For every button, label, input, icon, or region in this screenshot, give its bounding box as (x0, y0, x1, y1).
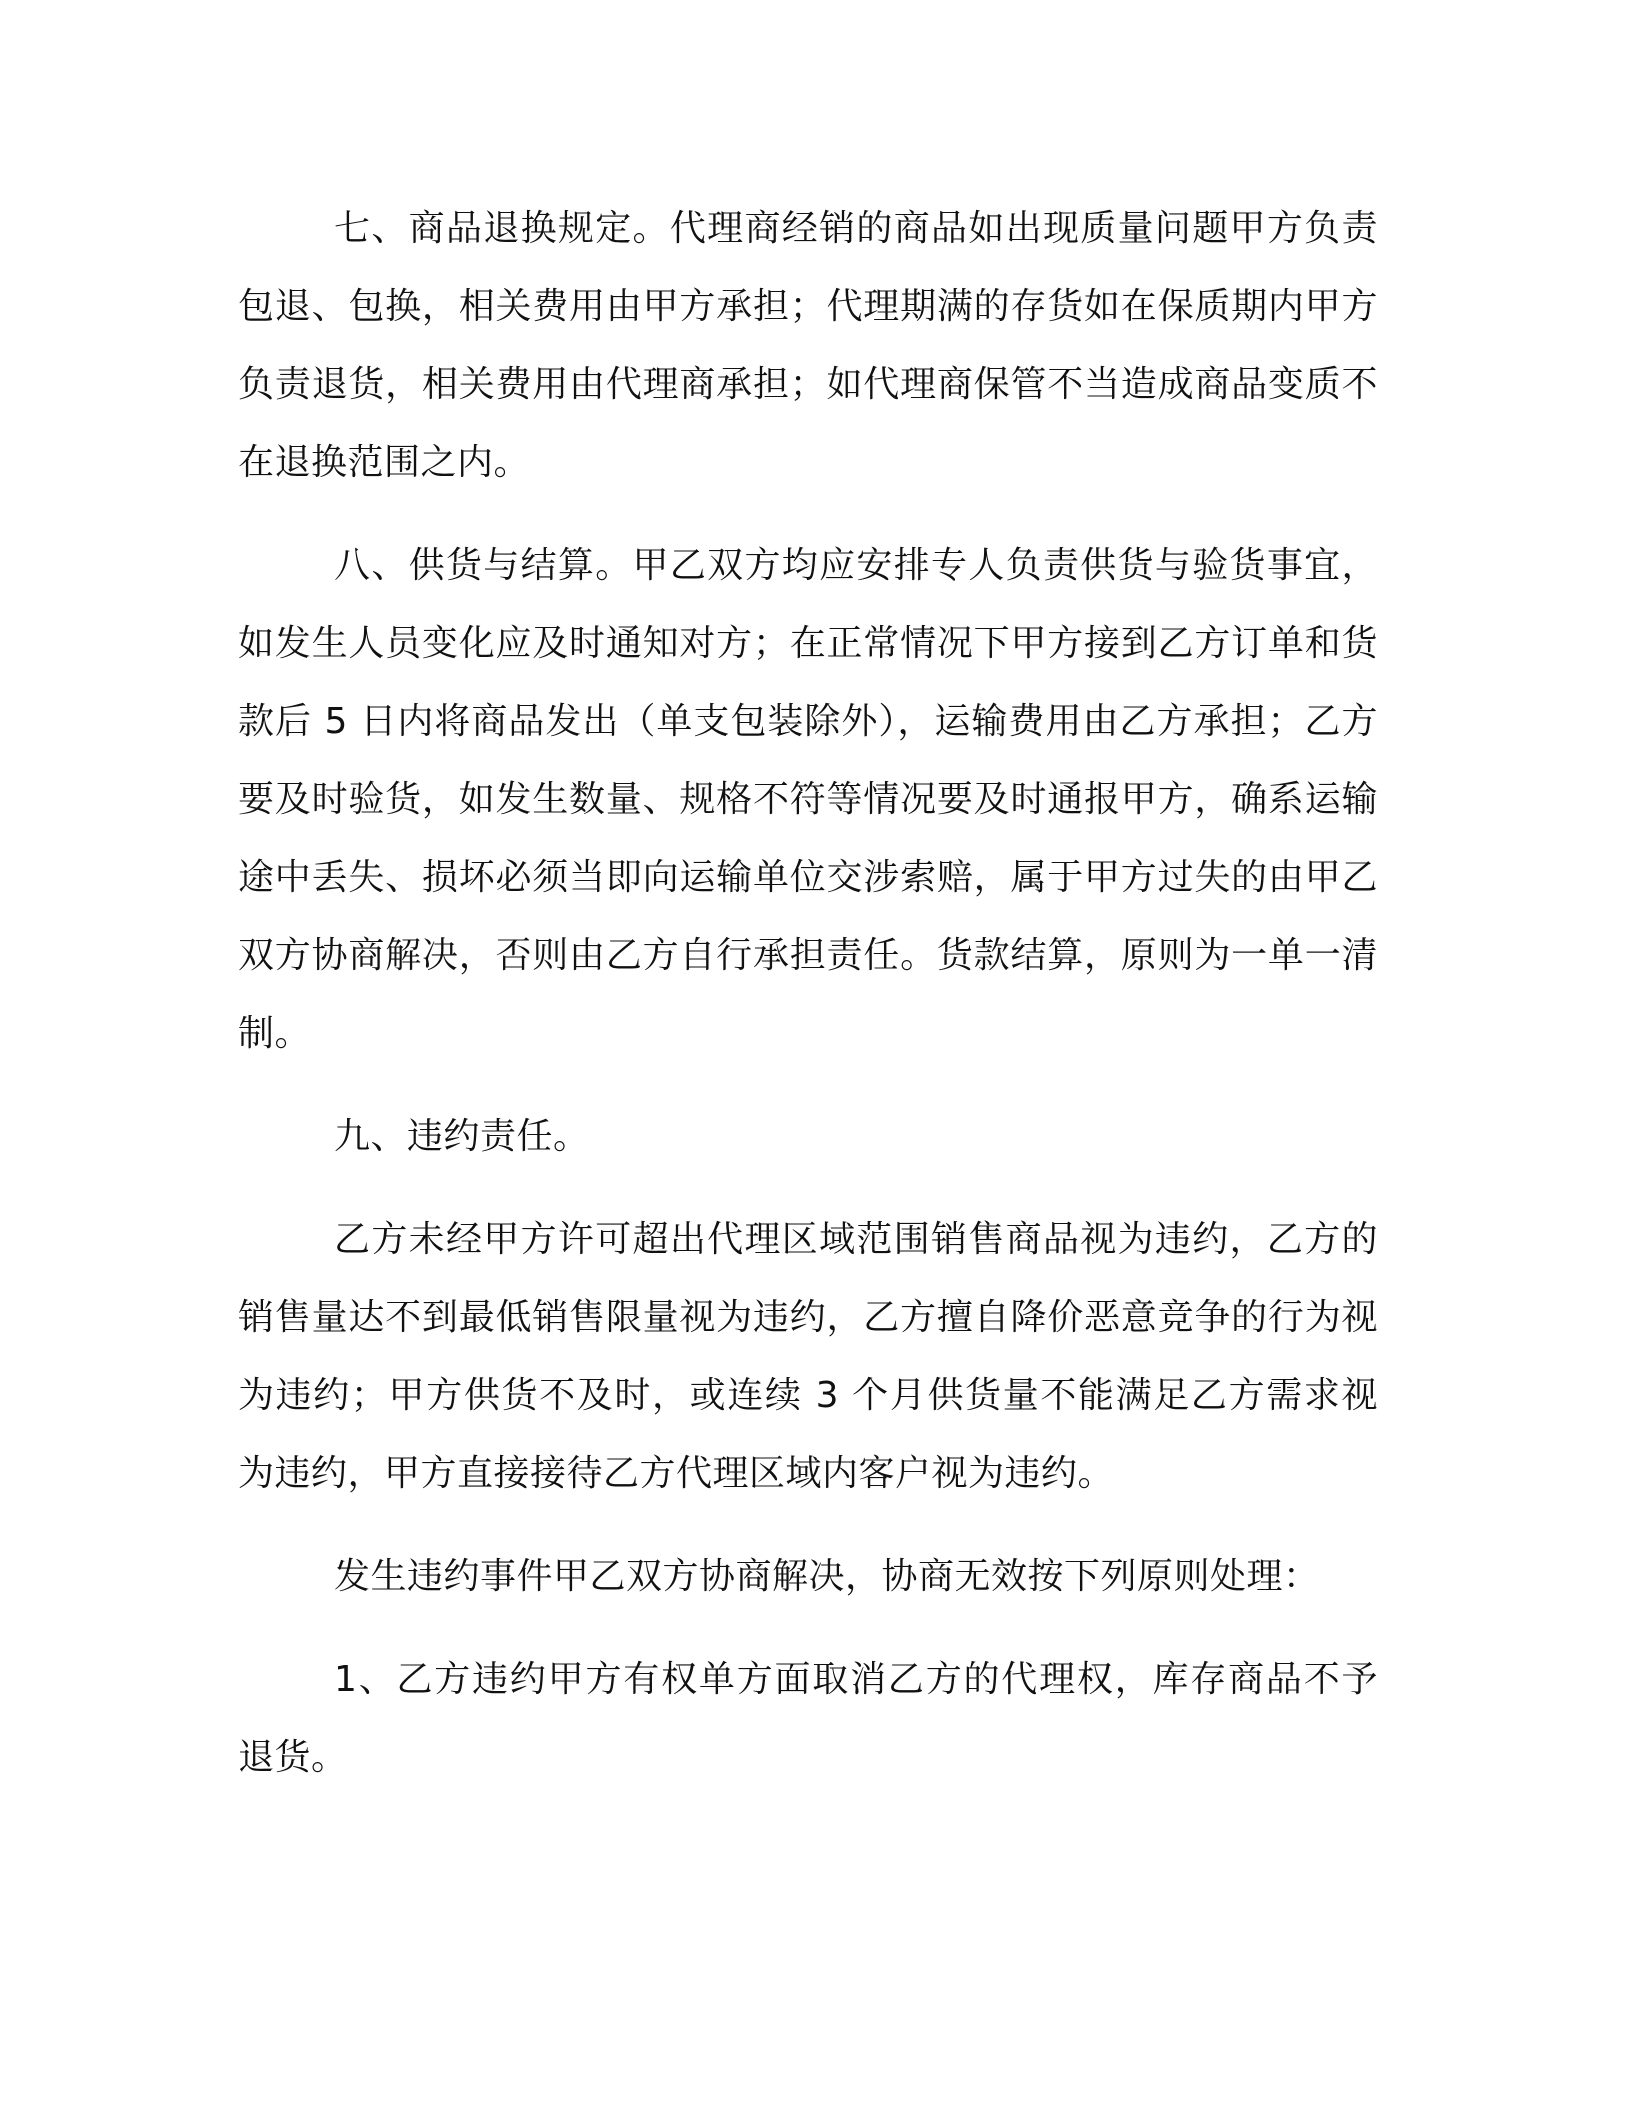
document-body (238, 190, 1378, 1797)
clause-8-paragraph: 八、供货与结算。甲乙双方均应安排专人负责供货与验货事宜，如发生人员变化应及时通知对方；在正常情况下甲方接到乙方订单和货款后 5 日内将商品发出（单支包装除外），运输费用由乙方承担；乙方要及时验货，如发生数量、规格不符等情况要及时通报甲方，确系运输途中丢失、损坏必须当即向运输单位交涉索赔，属于甲方过失的由甲乙双方协商解决，否则由乙方自行承担责任。货款结算，原则为一单一清制。 (238, 545, 1378, 1054)
clause-7-paragraph: 七、商品退换规定。代理商经销的商品如出现质量问题甲方负责包退、包换，相关费用由甲方承担；代理期满的存货如在保质期内甲方负责退货，相关费用由代理商承担；如代理商保管不当造成商品变质不在退换范围之内。 (238, 208, 1378, 483)
breach-rule-1-paragraph: 1、乙方违约甲方有权单方面取消乙方的代理权，库存商品不予退货。 (238, 1659, 1378, 1778)
breach-resolution-paragraph: 发生违约事件甲乙双方协商解决，协商无效按下列原则处理： (334, 1556, 1320, 1597)
clause-9-heading: 九、违约责任。 (334, 1116, 590, 1157)
breach-definition-paragraph: 乙方未经甲方许可超出代理区域范围销售商品视为违约，乙方的销售量达不到最低销售限量视为违约，乙方擅自降价恶意竞争的行为视为违约；甲方供货不及时，或连续 3 个月供货量不能满足乙方需求视为违约，甲方直接接待乙方代理区域内客户视为违约。 (238, 1219, 1378, 1494)
